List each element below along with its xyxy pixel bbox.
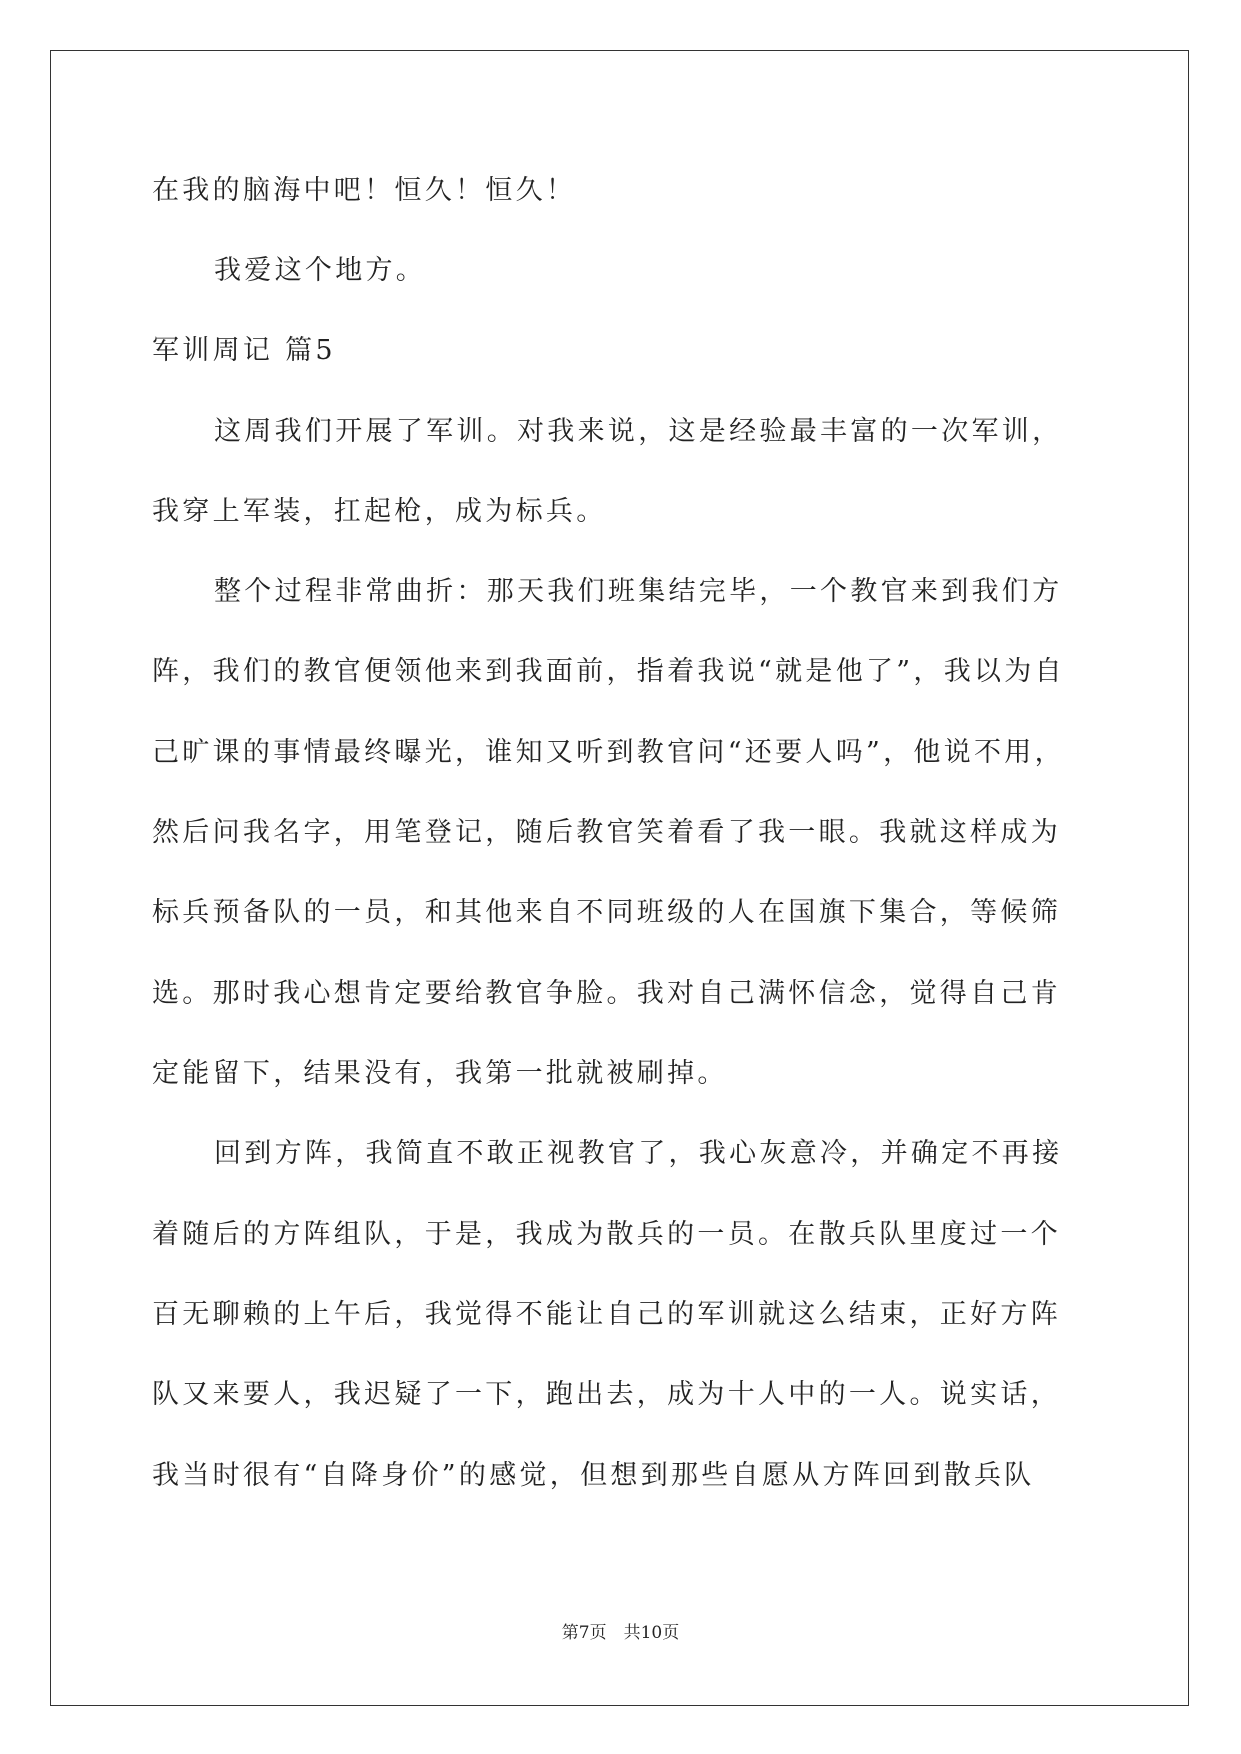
text-line: 我当时很有“自降身价”的感觉，但想到那些自愿从方阵回到散兵队 [152, 1460, 1035, 1491]
text-line: 队又来要人，我迟疑了一下，跑出去，成为十人中的一人。说实话， [152, 1379, 1061, 1410]
page-number: 第7页 共10页 [561, 1623, 680, 1643]
text-line: 我爱这个地方。 [214, 255, 427, 286]
text-line: 阵，我们的教官便领他来到我面前，指着我说“就是他了”，我以为自 [152, 656, 1065, 687]
text-line: 选。那时我心想肯定要给教官争脸。我对自己满怀信念，觉得自己肯 [152, 978, 1061, 1009]
text-line: 标兵预备队的一员，和其他来自不同班级的人在国旗下集合，等候筛 [152, 897, 1061, 928]
text-line: 着随后的方阵组队，于是，我成为散兵的一员。在散兵队里度过一个 [152, 1219, 1061, 1250]
text-line: 这周我们开展了军训。对我来说，这是经验最丰富的一次军训， [214, 416, 1063, 447]
text-line: 我穿上军装，扛起枪，成为标兵。 [152, 496, 607, 527]
text-line: 百无聊赖的上午后，我觉得不能让自己的军训就这么结束，正好方阵 [152, 1299, 1061, 1330]
page-border [50, 50, 1189, 1706]
text-line: 在我的脑海中吧！恒久！恒久！ [152, 175, 577, 206]
text-line: 回到方阵，我简直不敢正视教官了，我心灰意冷，并确定不再接 [214, 1138, 1063, 1169]
text-line: 整个过程非常曲折：那天我们班集结完毕，一个教官来到我们方 [214, 576, 1063, 607]
section-heading: 军训周记 篇5 [152, 335, 336, 366]
text-line: 定能留下，结果没有，我第一批就被刷掉。 [152, 1058, 728, 1089]
text-line: 己旷课的事情最终曝光，谁知又听到教官问“还要人吗”，他说不用， [152, 737, 1065, 768]
text-line: 然后问我名字，用笔登记，随后教官笑着看了我一眼。我就这样成为 [152, 817, 1061, 848]
